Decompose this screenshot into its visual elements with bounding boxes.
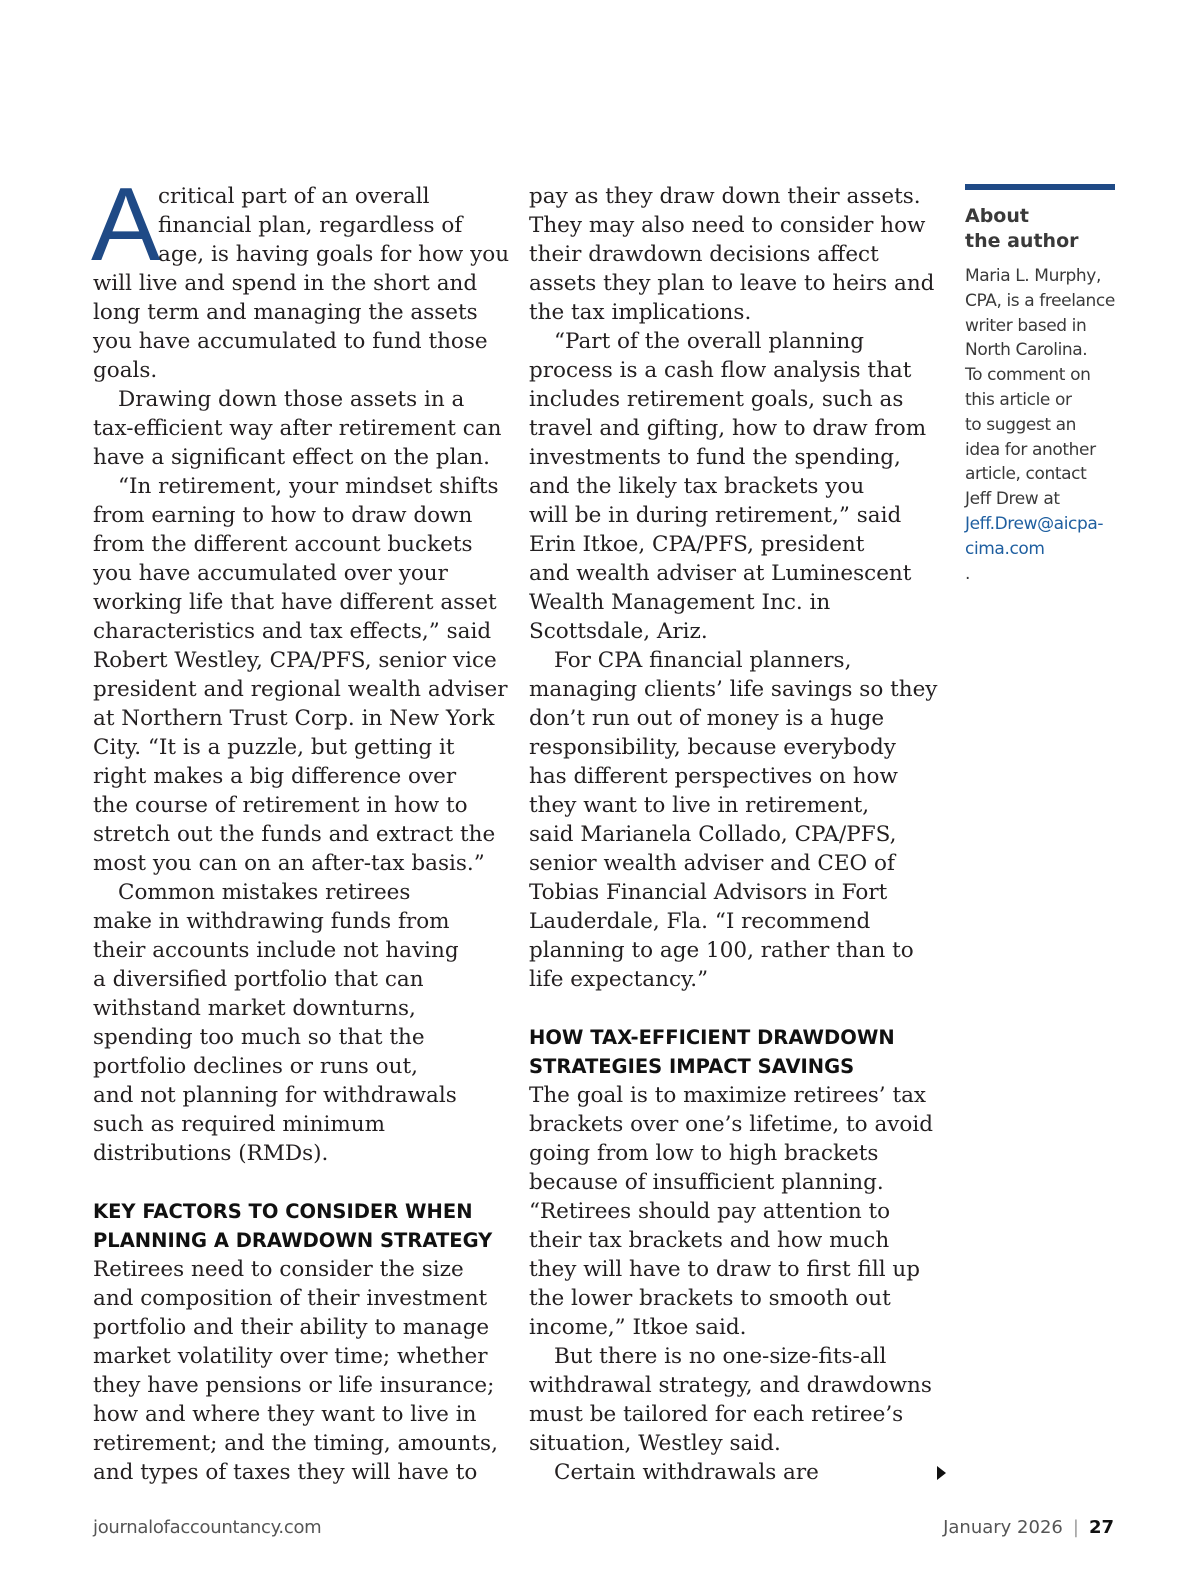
text-line: pay as they draw down their assets. — [529, 184, 921, 209]
bio-line: Jeff Drew at — [965, 489, 1060, 510]
footer-page-info — [943, 1517, 1114, 1538]
text-line: going from low to high brackets — [529, 1141, 879, 1166]
text-line: the course of retirement in how to — [93, 793, 468, 818]
text-line: and not planning for withdrawals — [93, 1083, 457, 1108]
text-line: includes retirement goals, such as — [529, 387, 904, 412]
text-line: situation, Westley said. — [529, 1431, 781, 1456]
text-line: don’t run out of money is a huge — [529, 706, 885, 731]
bio-line: To comment on — [965, 365, 1091, 386]
text-line: Common mistakes retirees — [118, 880, 411, 905]
article-column-2 — [529, 182, 939, 1487]
text-line: retirement; and the timing, amounts, — [93, 1431, 498, 1456]
text-line: distributions (RMDs). — [93, 1141, 329, 1166]
text-line: withdrawal strategy, and drawdowns — [529, 1373, 932, 1398]
text-line: The goal is to maximize retirees’ tax — [529, 1083, 927, 1108]
drop-cap: A — [91, 167, 161, 283]
author-email-link[interactable]: Jeff.Drew@aicpa- — [965, 513, 1104, 534]
text-line: financial plan, regardless of — [158, 213, 463, 238]
text-line: Tobias Financial Advisors in Fort — [529, 880, 888, 905]
text-line: right makes a big difference over — [93, 764, 457, 789]
bio-line: this article or — [965, 389, 1072, 410]
section-heading — [93, 1197, 511, 1255]
heading-line: KEY FACTORS TO CONSIDER WHEN — [93, 1200, 473, 1223]
page-number: 27 — [1088, 1517, 1114, 1538]
text-line: will live and spend in the short and — [93, 271, 478, 296]
text-line: tax-efficient way after retirement can — [93, 416, 502, 441]
text-line: stretch out the funds and extract the — [93, 822, 496, 847]
heading-line: PLANNING A DRAWDOWN STRATEGY — [93, 1229, 493, 1252]
text-line: “Part of the overall planning — [554, 329, 864, 354]
text-line: most you can on an after-tax basis.” — [93, 851, 485, 876]
text-line: and composition of their investment — [93, 1286, 488, 1311]
text-line: Retirees need to consider the size — [93, 1257, 464, 1282]
heading-line: HOW TAX-EFFICIENT DRAWDOWN — [529, 1026, 895, 1049]
text-line: from earning to how to draw down — [93, 503, 473, 528]
footer-date: January 2026 — [943, 1517, 1063, 1538]
text-line: Scottsdale, Ariz. — [529, 619, 708, 644]
text-line: But there is no one-size-fits-all — [554, 1344, 887, 1369]
text-line: and the likely tax brackets you — [529, 474, 865, 499]
text-line: they want to live in retirement, — [529, 793, 870, 818]
text-line: withstand market downturns, — [93, 996, 416, 1021]
text-line: managing clients’ life savings so they — [529, 677, 938, 702]
text-line: income,” Itkoe said. — [529, 1315, 747, 1340]
text-line: and types of taxes they will have to — [93, 1460, 478, 1485]
text-line: goals. — [93, 358, 158, 383]
text-line: the lower brackets to smooth out — [529, 1286, 891, 1311]
text-line: responsibility, because everybody — [529, 735, 896, 760]
text-line: from the different account buckets — [93, 532, 473, 557]
text-line: will be in during retirement,” said — [529, 503, 902, 528]
text-line: “In retirement, your mindset shifts — [118, 474, 499, 499]
bio-line: article, contact — [965, 464, 1087, 485]
text-line: the tax implications. — [529, 300, 752, 325]
article-column-1 — [91, 167, 511, 1487]
text-line: Robert Westley, CPA/PFS, senior vice — [93, 648, 497, 673]
text-line: investments to fund the spending, — [529, 445, 901, 470]
text-line: “Retirees should pay attention to — [529, 1199, 891, 1224]
footer-separator: | — [1072, 1517, 1079, 1538]
about-author-heading: About the author — [965, 205, 1079, 252]
text-line: travel and gifting, how to draw from — [529, 416, 927, 441]
about-author-sidebar — [965, 184, 1115, 586]
text-line: For CPA financial planners, — [554, 648, 852, 673]
text-line: brackets over one’s lifetime, to avoid — [529, 1112, 933, 1137]
text-line: Certain withdrawals are — [554, 1460, 819, 1485]
text-line: must be tailored for each retiree’s — [529, 1402, 904, 1427]
text-line: life expectancy.” — [529, 967, 709, 992]
text-line: Wealth Management Inc. in — [529, 590, 831, 615]
text-line: Erin Itkoe, CPA/PFS, president — [529, 532, 865, 557]
bio-line: CPA, is a freelance — [965, 290, 1115, 311]
section-heading — [529, 1023, 939, 1081]
text-line: process is a cash flow analysis that — [529, 358, 912, 383]
author-bio — [965, 264, 1115, 586]
text-line: a diversified portfolio that can — [93, 967, 424, 992]
text-line: planning to age 100, rather than to — [529, 938, 914, 963]
text-line: assets they plan to leave to heirs and — [529, 271, 935, 296]
text-line: they will have to draw to first fill up — [529, 1257, 921, 1282]
heading-line: STRATEGIES IMPACT SAVINGS — [529, 1055, 855, 1078]
text-line: City. “It is a puzzle, but getting it — [93, 735, 455, 760]
text-line: and wealth adviser at Luminescent — [529, 561, 912, 586]
text-line: working life that have different asset — [93, 590, 497, 615]
text-line: Lauderdale, Fla. “I recommend — [529, 909, 871, 934]
bio-line: writer based in — [965, 315, 1087, 336]
opening-paragraph — [91, 167, 511, 385]
text-line: how and where they want to live in — [93, 1402, 477, 1427]
text-line: senior wealth adviser and CEO of — [529, 851, 895, 876]
footer-website: journalofaccountancy.com — [93, 1517, 322, 1538]
text-line: their tax brackets and how much — [529, 1228, 890, 1253]
author-email-link-end[interactable]: cima.com . — [965, 538, 1045, 584]
text-line: spending too much so that the — [93, 1025, 425, 1050]
text-line: you have accumulated over your — [93, 561, 448, 586]
text-line: critical part of an overall — [158, 184, 430, 209]
text-line: characteristics and tax effects,” said — [93, 619, 492, 644]
text-line: Drawing down those assets in a — [118, 387, 465, 412]
continue-arrow-icon — [937, 1466, 946, 1480]
text-line: president and regional wealth adviser — [93, 677, 508, 702]
bio-line: Maria L. Murphy, — [965, 266, 1101, 286]
text-line: They may also need to consider how — [529, 213, 926, 238]
text-line: long term and managing the assets — [93, 300, 478, 325]
text-line: you have accumulated to fund those — [93, 329, 488, 354]
text-line: portfolio and their ability to manage — [93, 1315, 490, 1340]
bio-line: North Carolina. — [965, 340, 1088, 361]
text-line: such as required minimum — [93, 1112, 385, 1137]
text-line: portfolio declines or runs out, — [93, 1054, 418, 1079]
text-line: because of insufficient planning. — [529, 1170, 884, 1195]
sidebar-rule — [965, 184, 1115, 190]
bio-line: to suggest an — [965, 414, 1077, 435]
text-line: their drawdown decisions affect — [529, 242, 879, 267]
text-line: make in withdrawing funds from — [93, 909, 450, 934]
text-line: age, is having goals for how you — [158, 242, 510, 267]
bio-line: idea for another — [965, 439, 1096, 460]
text-line: have a significant effect on the plan. — [93, 445, 490, 470]
text-line: at Northern Trust Corp. in New York — [93, 706, 495, 731]
text-line: said Marianela Collado, CPA/PFS, — [529, 822, 897, 847]
text-line: their accounts include not having — [93, 938, 459, 963]
text-line: has different perspectives on how — [529, 764, 898, 789]
text-line: they have pensions or life insurance; — [93, 1373, 495, 1398]
text-line: market volatility over time; whether — [93, 1344, 488, 1369]
